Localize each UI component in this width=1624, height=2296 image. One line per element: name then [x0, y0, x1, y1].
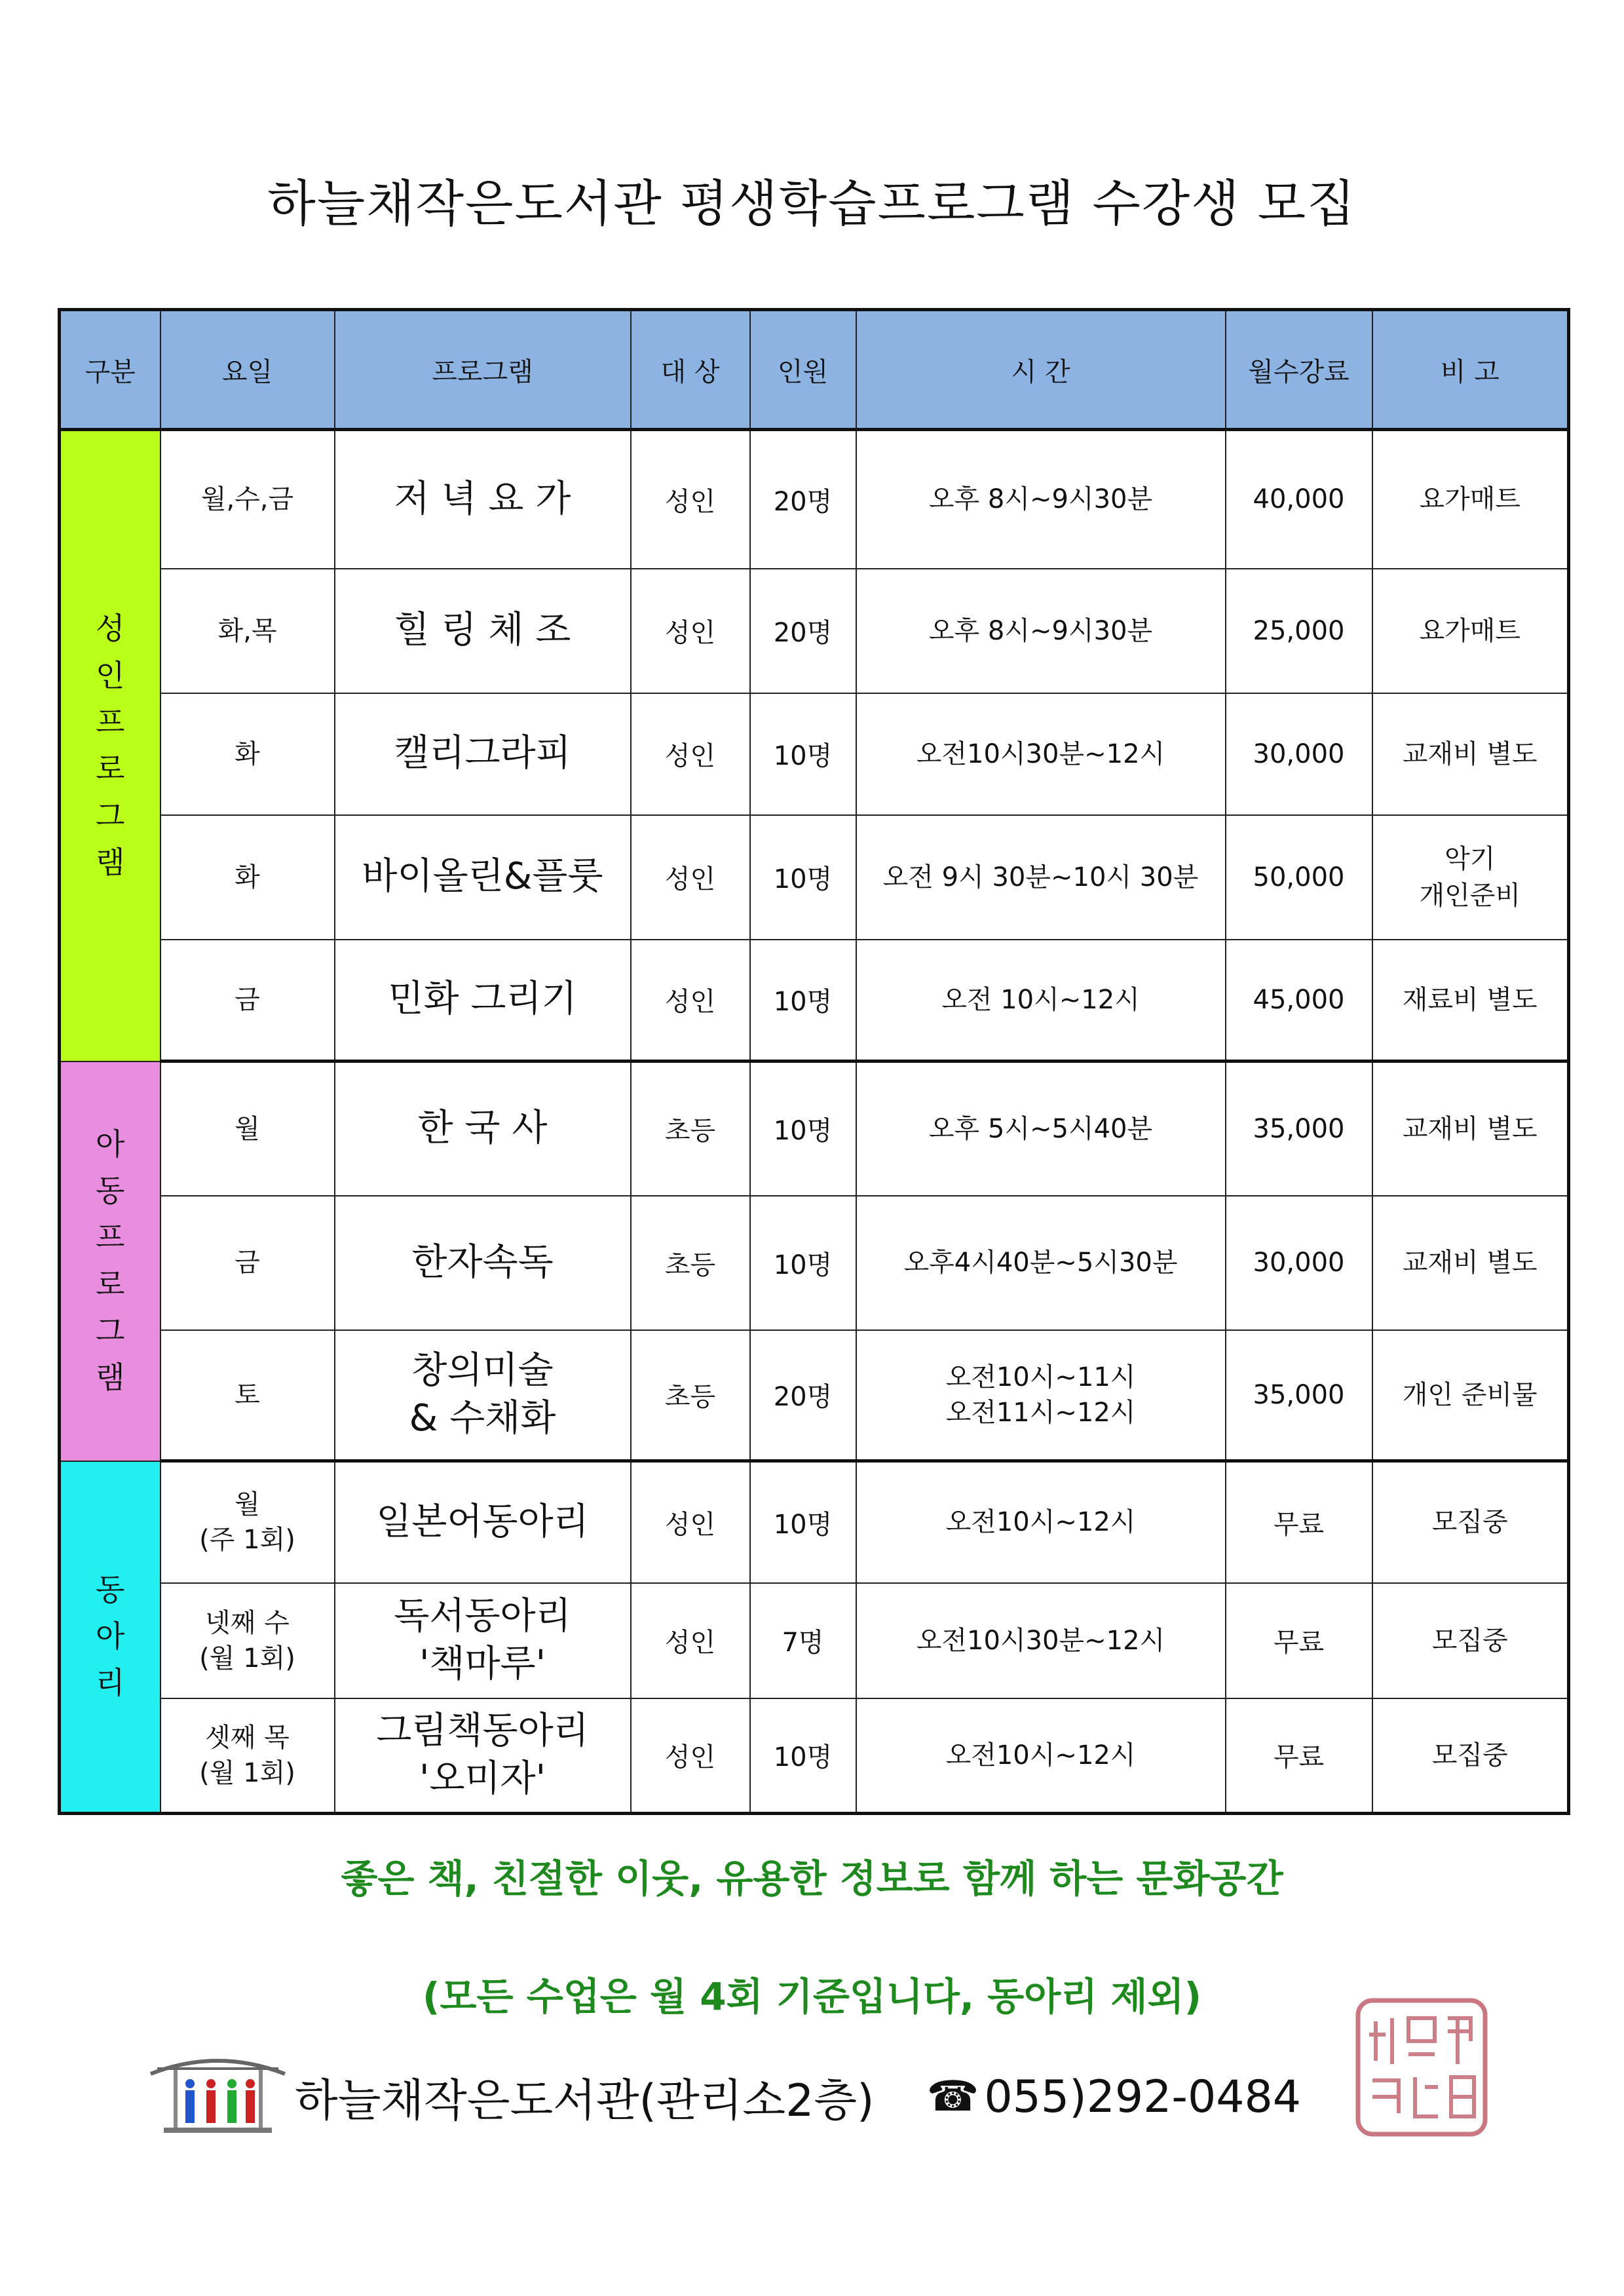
header-category: 구분: [60, 310, 161, 430]
phone-contact: [927, 2071, 1301, 2123]
category-char: 리: [96, 1665, 125, 1701]
count-cell: 10명: [750, 815, 856, 940]
target-cell: 초등: [631, 1062, 750, 1196]
fee-cell: 무료: [1226, 1583, 1372, 1698]
cell-line: 금: [235, 1248, 260, 1278]
fee-cell: 30,000: [1226, 1196, 1372, 1330]
count-cell: 10명: [750, 1062, 856, 1196]
note-cell: [1372, 569, 1569, 693]
target-cell: 성인: [631, 940, 750, 1062]
target-cell: 초등: [631, 1196, 750, 1330]
cell-line: 월: [235, 1113, 260, 1144]
day-cell: [161, 1461, 335, 1583]
note-cell: [1372, 1461, 1569, 1583]
program-cell: [335, 693, 631, 815]
count-cell: 10명: [750, 693, 856, 815]
header-program: 프로그램: [335, 310, 631, 430]
page-title: 하늘채작은도서관 평생학습프로그램 수강생 모집: [267, 174, 1357, 233]
fee-cell: 무료: [1226, 1698, 1372, 1814]
fee-cell: 50,000: [1226, 815, 1372, 940]
cell-line: 오전11시~12시: [945, 1397, 1136, 1428]
cell-line: 교재비 별도: [1402, 738, 1538, 769]
category-cell: [60, 1461, 161, 1814]
category-char: 로: [96, 1266, 125, 1302]
time-cell: [856, 1583, 1226, 1698]
cell-line: 오전 9시 30분~10시 30분: [882, 862, 1199, 892]
header-count: 인원: [750, 310, 856, 430]
note-cell: [1372, 815, 1569, 940]
table-header-row: [60, 310, 1569, 430]
header-time: 시 간: [856, 310, 1226, 430]
program-cell: [335, 1330, 631, 1461]
cell-line: 오전10시~12시: [945, 1740, 1136, 1770]
count-cell: 10명: [750, 1698, 856, 1814]
category-cell: [60, 1062, 161, 1461]
program-cell: [335, 569, 631, 693]
cell-line: 모집중: [1431, 1625, 1508, 1656]
program-cell: [335, 815, 631, 940]
note-cell: [1372, 430, 1569, 569]
cell-line: 오전10시~12시: [945, 1507, 1136, 1538]
cell-line: 화: [235, 862, 260, 892]
cell-line: 월,수,금: [200, 484, 294, 515]
count-cell: 20명: [750, 1330, 856, 1461]
count-cell: 7명: [750, 1583, 856, 1698]
target-cell: 성인: [631, 1461, 750, 1583]
category-char: 프: [96, 704, 125, 740]
cell-line: 요가매트: [1419, 615, 1521, 646]
day-cell: [161, 940, 335, 1062]
cell-line: & 수채화: [409, 1396, 556, 1440]
category-char: 아: [96, 1618, 125, 1655]
note-cell: [1372, 693, 1569, 815]
day-cell: [161, 430, 335, 569]
cell-line: 모집중: [1431, 1740, 1508, 1770]
category-char: 램: [96, 844, 125, 880]
cell-line: 오후4시40분~5시30분: [903, 1248, 1178, 1278]
note-cell: [1372, 1698, 1569, 1814]
table-row: [60, 940, 1569, 1062]
time-cell: [856, 1698, 1226, 1814]
cell-line: 오후 8시~9시30분: [928, 615, 1153, 646]
note-cell: [1372, 1062, 1569, 1196]
target-cell: 성인: [631, 815, 750, 940]
cell-line: 독서동아리: [394, 1594, 571, 1637]
cell-line: 월: [235, 1489, 260, 1520]
header-day: 요일: [161, 310, 335, 430]
category-char: 성: [96, 611, 125, 647]
library-seal-stamp: [1353, 1995, 1490, 2139]
note-cell: [1372, 1330, 1569, 1461]
cell-line: 한자속독: [411, 1240, 554, 1284]
table-row: [60, 1698, 1569, 1814]
cell-line: 오후 8시~9시30분: [928, 484, 1153, 515]
cell-line: 재료비 별도: [1402, 984, 1538, 1015]
cell-line: 창의미술: [411, 1349, 554, 1392]
day-cell: [161, 1062, 335, 1196]
table-row: [60, 815, 1569, 940]
cell-line: (주 1회): [199, 1525, 295, 1556]
cell-line: 힐 링 체 조: [394, 609, 571, 652]
header-note: 비 고: [1372, 310, 1569, 430]
count-cell: 20명: [750, 569, 856, 693]
table-row: [60, 430, 1569, 569]
program-cell: [335, 430, 631, 569]
target-cell: 성인: [631, 569, 750, 693]
cell-line: 개인 준비물: [1402, 1379, 1538, 1410]
count-cell: 20명: [750, 430, 856, 569]
fee-cell: 40,000: [1226, 430, 1372, 569]
cell-line: 한 국 사: [417, 1107, 548, 1150]
cell-line: 오전10시30분~12시: [916, 738, 1165, 769]
time-cell: [856, 569, 1226, 693]
cell-line: 개인준비: [1419, 880, 1521, 911]
day-cell: [161, 569, 335, 693]
program-cell: [335, 1698, 631, 1814]
phone-number: 055)292-0484: [984, 2071, 1302, 2123]
time-cell: [856, 693, 1226, 815]
cell-line: 그림책동아리: [376, 1709, 589, 1752]
fee-cell: 25,000: [1226, 569, 1372, 693]
category-cell: [60, 430, 161, 1062]
library-address: 하늘채작은도서관(관리소2층): [295, 2075, 875, 2127]
cell-line: 오전10시~11시: [945, 1362, 1136, 1392]
cell-line: 오후 5시~5시40분: [928, 1113, 1153, 1144]
cell-line: '책마루': [419, 1642, 546, 1685]
cell-line: '오미자': [419, 1757, 546, 1800]
day-cell: [161, 1330, 335, 1461]
cell-line: 토: [235, 1379, 260, 1410]
day-cell: [161, 1698, 335, 1814]
time-cell: [856, 1461, 1226, 1583]
table-row: [60, 1062, 1569, 1196]
time-cell: [856, 1062, 1226, 1196]
cell-line: 화: [235, 738, 260, 769]
category-char: 동: [96, 1172, 125, 1208]
program-cell: [335, 940, 631, 1062]
target-cell: 성인: [631, 1583, 750, 1698]
count-cell: 10명: [750, 1196, 856, 1330]
target-cell: 성인: [631, 430, 750, 569]
header-target: 대 상: [631, 310, 750, 430]
category-char: 그: [96, 797, 125, 833]
day-cell: [161, 815, 335, 940]
count-cell: 10명: [750, 1461, 856, 1583]
cell-line: 저 녁 요 가: [394, 477, 571, 520]
note-cell: [1372, 1196, 1569, 1330]
fee-cell: 35,000: [1226, 1330, 1372, 1461]
time-cell: [856, 815, 1226, 940]
category-char: 아: [96, 1126, 125, 1162]
cell-line: 넷째 수: [205, 1607, 290, 1638]
library-logo-icon: [147, 2054, 288, 2139]
cell-line: (월 1회): [199, 1757, 295, 1788]
fee-cell: 35,000: [1226, 1062, 1372, 1196]
telephone-icon: ☎: [926, 2073, 979, 2121]
program-cell: [335, 1196, 631, 1330]
time-cell: [856, 1196, 1226, 1330]
slogan-text: 좋은 책, 친절한 이웃, 유용한 정보로 함께 하는 문화공간: [341, 1856, 1283, 1901]
cell-line: 캘리그라피: [394, 732, 571, 775]
category-char: 그: [96, 1312, 125, 1349]
category-char: 로: [96, 751, 125, 787]
cell-line: 요가매트: [1419, 484, 1521, 515]
cell-line: 화,목: [217, 615, 277, 646]
target-cell: 성인: [631, 1698, 750, 1814]
category-char: 램: [96, 1360, 125, 1396]
time-cell: [856, 940, 1226, 1062]
table-row: [60, 1461, 1569, 1583]
cell-line: 셋째 목: [205, 1722, 290, 1753]
program-cell: [335, 1062, 631, 1196]
table-row: [60, 569, 1569, 693]
day-cell: [161, 1196, 335, 1330]
cell-line: 교재비 별도: [1402, 1248, 1538, 1278]
footer: [147, 2057, 1301, 2136]
category-char: 인: [96, 657, 125, 693]
program-cell: [335, 1461, 631, 1583]
cell-line: 악기: [1445, 843, 1496, 874]
cell-line: 바이올린&플룻: [362, 855, 603, 898]
cell-line: 오전10시30분~12시: [916, 1625, 1165, 1656]
table-row: [60, 1583, 1569, 1698]
category-char: 동: [96, 1571, 125, 1607]
table-row: [60, 1196, 1569, 1330]
count-cell: 10명: [750, 940, 856, 1062]
cell-line: 금: [235, 984, 260, 1015]
fee-cell: 45,000: [1226, 940, 1372, 1062]
program-table: [58, 308, 1570, 1815]
table-row: [60, 693, 1569, 815]
program-cell: [335, 1583, 631, 1698]
target-cell: 초등: [631, 1330, 750, 1461]
category-char: 프: [96, 1219, 125, 1255]
time-cell: [856, 1330, 1226, 1461]
cell-line: 일본어동아리: [376, 1500, 589, 1543]
fee-cell: 30,000: [1226, 693, 1372, 815]
notice-text: (모든 수업은 월 4회 기준입니다, 동아리 제외): [422, 1974, 1202, 2019]
cell-line: (월 1회): [199, 1643, 295, 1674]
target-cell: 성인: [631, 693, 750, 815]
cell-line: 모집중: [1431, 1507, 1508, 1538]
day-cell: [161, 693, 335, 815]
time-cell: [856, 430, 1226, 569]
cell-line: 민화 그리기: [388, 978, 577, 1021]
fee-cell: 무료: [1226, 1461, 1372, 1583]
cell-line: 교재비 별도: [1402, 1113, 1538, 1144]
note-cell: [1372, 940, 1569, 1062]
day-cell: [161, 1583, 335, 1698]
header-fee: 월수강료: [1226, 310, 1372, 430]
table-row: [60, 1330, 1569, 1461]
note-cell: [1372, 1583, 1569, 1698]
cell-line: 오전 10시~12시: [941, 984, 1140, 1015]
